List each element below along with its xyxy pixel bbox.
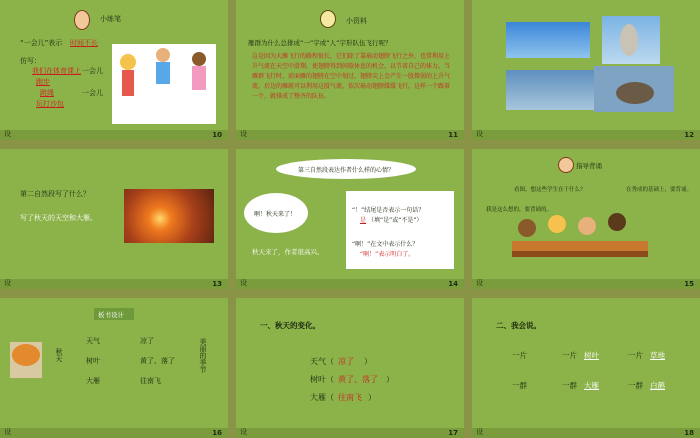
q2-text: “啊！”在文中表示什么？ xyxy=(352,241,419,248)
row1-value: 凉了 xyxy=(140,337,154,345)
slide-number: 16 xyxy=(212,429,222,437)
note-text: 秋天来了，作者很高兴。 xyxy=(252,248,324,256)
row1-word2: 一片 xyxy=(562,351,577,360)
logo: 设 xyxy=(240,428,247,436)
girl-avatar-icon xyxy=(74,10,90,30)
slide-14[interactable] xyxy=(236,149,464,289)
autumn-tree-icon xyxy=(10,342,42,378)
slide-12[interactable] xyxy=(472,0,700,140)
logo: 设 xyxy=(4,428,11,436)
slide-15[interactable] xyxy=(472,149,700,289)
goose-photo xyxy=(602,16,660,64)
slide-16[interactable] xyxy=(0,298,228,438)
geese-sky-photo xyxy=(506,22,590,58)
line1-blank: 时间不长 xyxy=(70,39,98,47)
students-reading-illustration xyxy=(512,211,648,267)
row3-value: 往南飞 xyxy=(140,377,161,385)
smiley-icon xyxy=(320,10,336,28)
row3-key: 大雁 xyxy=(86,377,100,385)
row2-value: 黄了、落了 xyxy=(338,375,378,384)
slide-number: 13 xyxy=(212,280,222,288)
slide-number: 12 xyxy=(684,131,694,139)
row1-end: ） xyxy=(364,357,372,366)
sunset-photo xyxy=(124,189,214,243)
exclaim-text: 啊！秋天来了！ xyxy=(254,211,297,218)
kids-jumprope-illustration xyxy=(112,44,216,124)
slide-title: 小资料 xyxy=(346,17,367,25)
right-label: 美丽的季节 xyxy=(199,338,207,373)
line6-blank: 玩打沙包 xyxy=(36,100,64,108)
slide-number: 11 xyxy=(448,131,458,139)
row1-answer1: 树叶 xyxy=(584,351,599,360)
line1: 看图、想这些学生在干什么？ xyxy=(514,187,586,193)
line2: 仿写： xyxy=(20,57,41,65)
heading: 二、我会说。 xyxy=(496,321,541,330)
row2-value: 黄了、落了 xyxy=(140,357,175,365)
question: 雁群为什么总排成“一”字或“人”字形队伍飞行呢？ xyxy=(248,39,392,47)
question: 第二自然段写了什么？ xyxy=(20,190,90,198)
explanation-paragraph: 这是因为大雁飞行的路程很长，它们除了靠扇动翅膀飞行之外，也常利用上升气流在天空中滑翔，使翅膀得到间歇休息的机会，以节省自己的体力。当雁群飞行时，前面雁的翅膀在空中划过，翅膀尖上会产生一股微弱的上升气流，后边的雁就可以利用这股气流，依次扇动翅膀缓缓飞行，这样一个跟着一个，就排成了整齐的队伍。 xyxy=(252,53,451,100)
row2-key: 树叶（ xyxy=(310,375,334,384)
slide-title: 指导背诵 xyxy=(576,162,602,170)
logo: 设 xyxy=(240,279,247,287)
q1-answer: 是 xyxy=(360,217,367,224)
row2-answer1: 大雁 xyxy=(584,381,599,390)
avatar-icon xyxy=(558,157,574,173)
slide-number: 14 xyxy=(448,280,458,288)
row2-end: ） xyxy=(386,375,394,384)
line3-suffix: 一会儿 xyxy=(82,67,103,75)
heading: 一、秋天的变化。 xyxy=(260,321,320,330)
goose-wings-photo xyxy=(594,66,674,112)
line3-blank: 我们在体育课上 xyxy=(32,67,81,75)
line5-suffix: 一会儿 xyxy=(82,89,103,97)
slide-number: 18 xyxy=(684,429,694,437)
row2-word2: 一群 xyxy=(562,381,577,390)
logo: 设 xyxy=(240,130,247,138)
row3-key: 大雁（ xyxy=(310,393,334,402)
slide-title: 小练笔 xyxy=(100,15,121,23)
slide-title: 板书设计 xyxy=(98,311,124,319)
row2-word3: 一群 xyxy=(628,381,643,390)
slide-13[interactable] xyxy=(0,149,228,289)
slide-number: 10 xyxy=(212,131,222,139)
slide-17[interactable] xyxy=(236,298,464,438)
logo: 设 xyxy=(476,130,483,138)
q1-hint: （填“是”或“不是”） xyxy=(368,217,423,224)
q1-text: “！”结尾是否表示一句话？ xyxy=(352,207,425,214)
flying-geese-photo xyxy=(506,70,600,110)
line3: 我是这么想的，要背诵的。 xyxy=(486,207,553,213)
logo: 设 xyxy=(476,428,483,436)
logo: 设 xyxy=(4,279,11,287)
slide-18[interactable] xyxy=(472,298,700,438)
row1-value: 凉了 xyxy=(338,357,354,366)
slide-number: 15 xyxy=(684,280,694,288)
line1-prefix: “一会儿”表示 xyxy=(20,39,63,47)
logo: 设 xyxy=(476,279,483,287)
slide-number: 17 xyxy=(448,429,458,437)
cloud-text: 第三自然段表达作者什么样的心情？ xyxy=(298,167,395,174)
row3-end: ） xyxy=(368,393,376,402)
row1-key: 天气（ xyxy=(310,357,334,366)
line4-blank: 跑步 xyxy=(36,78,50,86)
slide-10[interactable] xyxy=(0,0,228,140)
row2-key: 树叶 xyxy=(86,357,100,365)
row2-answer2: 白鹅 xyxy=(650,381,665,390)
row3-value: 往南飞 xyxy=(338,393,362,402)
left-label: 秋天 xyxy=(55,348,63,362)
logo: 设 xyxy=(4,130,11,138)
line2: 在秀成的基础上，要背诵。 xyxy=(626,187,693,193)
row1-word3: 一片 xyxy=(628,351,643,360)
answer: 写了秋天的天空和大雁。 xyxy=(20,214,97,222)
row2-word1: 一群 xyxy=(512,381,527,390)
q2-answer: “啊！”表示明白了。 xyxy=(360,251,415,258)
row1-key: 天气 xyxy=(86,337,100,345)
slide-11[interactable] xyxy=(236,0,464,140)
line5-blank: 跳绳 xyxy=(40,89,54,97)
row1-answer2: 草地 xyxy=(650,351,665,360)
row1-word1: 一片 xyxy=(512,351,527,360)
